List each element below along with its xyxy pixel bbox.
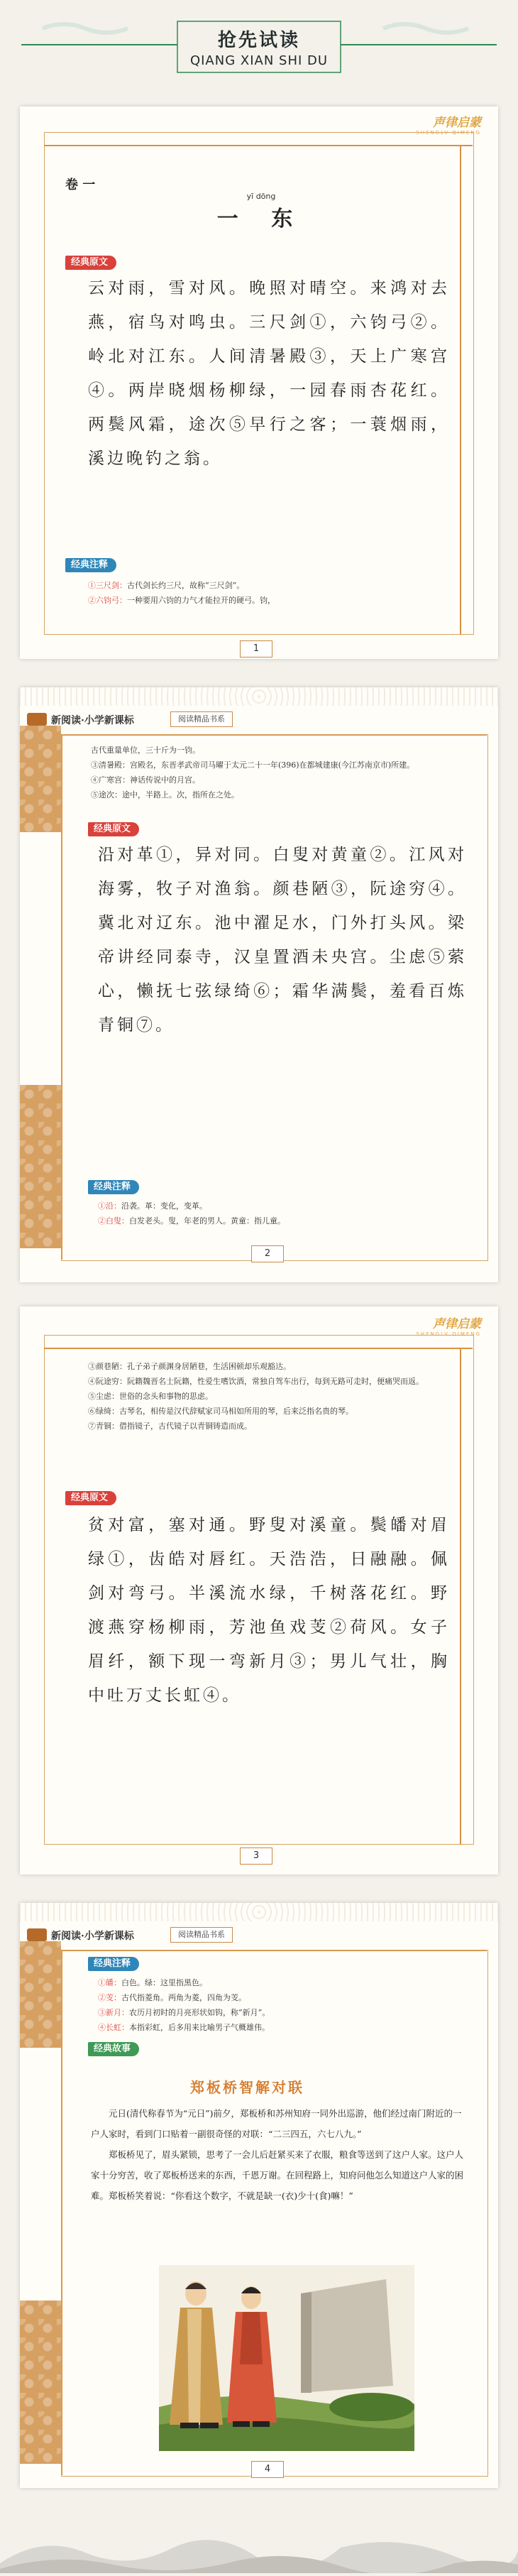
notes-list [98,1199,467,1228]
note-term: ②白叟： [98,1216,129,1226]
series-tag: 阅读精品书系 [170,1927,233,1943]
verse-text: 沿对革①，异对同。白叟对黄童②。江风对海雾，牧子对渔翁。颜巷陋③，阮途穷④。冀北对辽东。池中濯足水，门外打头风。梁帝讲经同泰寺，汉皇置酒未央宫。尘虑⑤萦心，懒抚七弦绿绮⑥；霜华满鬓，羞看百炼青铜⑦。 [98,846,467,1035]
note-item [98,2005,467,2020]
lesson-title [190,192,332,232]
series-title: 新阅读·小学新课标 [51,1931,134,1942]
side-rule [460,1348,461,1845]
page-number: 2 [251,1245,284,1262]
note-term: ②芰： [98,1993,121,2002]
tag-notes: 经典注释 [88,1180,139,1194]
header-pinyin: QIANG XIAN SHI DU [189,53,329,68]
tag-classic-text: 经典原文 [65,1491,116,1505]
story-paragraph: 郑板桥见了，眉头紧锁，思考了一会儿后赶紧买来了衣服，粮食等送到了这户人家。这户人家十分穷苦，收了郑板桥送来的东西，千恩万谢。在回程路上，知府问他怎么知道这户人家的困难。郑板桥笑着说：“你看这个数字，不就是缺一(衣)少十(食)嘛！” [91,2149,464,2201]
note-item [88,578,457,593]
chapter-label: 卷 一 [65,178,96,192]
note-item [98,1199,467,1213]
book-page-3 [20,1306,498,1874]
note-term: ①三尺剑： [88,581,127,590]
side-pattern-top [20,726,61,832]
note-item: ⑥绿绮：古琴名，相传是汉代辞赋家司马相如所用的琴，后来泛指名贵的琴。 [88,1407,353,1416]
book-logo [389,112,481,136]
tag-classic-text: 经典原文 [88,822,139,836]
notes-continued [88,1359,450,1434]
book-page-2 [20,687,498,1282]
note-item: ④广寒宫：神话传说中的月宫。 [91,775,200,785]
series-tag: 阅读精品书系 [170,711,233,727]
note-item [88,593,457,608]
logo-subtitle: SHENGLV QIMENG [416,1331,481,1337]
note-term: ④长虹： [98,2023,129,2032]
top-pattern [20,687,498,706]
logo-title: 声律启蒙 [433,116,481,130]
page-number: 4 [251,2461,284,2478]
side-pattern-top [20,1941,61,2048]
series-title: 新阅读·小学新课标 [51,715,134,726]
top-pattern [20,1903,498,1921]
note-term: ③新月： [98,2008,129,2017]
logo-title: 声律启蒙 [433,1317,481,1331]
logo-subtitle: SHENGLV QIMENG [416,130,481,136]
note-term: ①皤： [98,1978,121,1987]
book-page-1 [20,107,498,659]
book-page-4 [20,1903,498,2488]
note-term: ②六钧弓： [88,596,127,605]
verse-text: 贫对富，塞对通。野叟对溪童。鬓皤对眉绿①，齿皓对唇红。天浩浩，日融融。佩剑对弯弓。半溪流水绿，千树落花红。野渡燕穿杨柳雨，芳池鱼戏芰②荷风。女子眉纤，额下现一弯新月③；男儿气壮，胸中吐万丈长虹④。 [88,1516,450,1705]
header-title: 抢先试读 [217,30,300,51]
note-item [98,1213,467,1228]
side-pattern-bottom [20,2301,61,2464]
note-item: ⑦青铜：借指镜子，古代镜子以青铜铸造而成。 [88,1421,252,1431]
note-text: 古代指菱角。两角为菱，四角为芰。 [121,1993,246,2002]
note-item [98,1975,467,1990]
verse-text: 云对雨，雪对风。晚照对晴空。来鸿对去燕，宿鸟对鸣虫。三尺剑①，六钧弓②。岭北对江东。人间清暑殿③，天上广寒宫④。两岸晓烟杨柳绿，一园春雨杏花红。两鬓风霜，途次⑤早行之客；一蓑烟雨，溪边晚钓之翁。 [88,279,450,468]
side-pattern-bottom [20,1085,61,1248]
note-item: 古代重量单位，三十斤为一钧。 [91,746,200,755]
tag-story: 经典故事 [88,2042,139,2056]
note-item: ③颜巷陋：孔子弟子颜渊身居陋巷，生活困顿却乐观豁达。 [88,1362,291,1371]
note-text: 白发老头。叟，年老的男人。黄童：指儿童。 [129,1216,285,1226]
notes-list [88,578,457,608]
note-text: 白色。绿：这里指黑色。 [121,1978,207,1987]
top-rule [44,1348,473,1349]
story-text [91,2103,467,2206]
note-text: 本指彩虹，后多用来比喻男子气概雄伟。 [129,2023,270,2032]
page-number: 3 [240,1848,272,1865]
story-paragraph: 元日(清代称春节为“元日”)前夕，郑板桥和苏州知府一同外出巡游，他们经过南门附近的一户人家时，看到门口贴着一副很奇怪的对联：“二三四五，六七八九。” [91,2108,462,2139]
top-rule [44,145,473,146]
book-logo [389,1314,481,1337]
note-item: ⑤尘虑：世俗的念头和事物的思虑。 [88,1392,213,1401]
tag-notes: 经典注释 [88,1957,139,1971]
note-item [98,1990,467,2005]
note-text: 农历月初时的月亮形状如钩，称“新月”。 [129,2008,270,2017]
story-title: 郑板桥智解对联 [190,2079,304,2096]
note-item: ⑤途次：途中，半路上。次，指所在之处。 [91,790,239,799]
lesson-title-pinyin: yī dōng [246,192,276,201]
page-number: 1 [240,640,272,657]
tag-classic-text: 经典原文 [65,256,116,270]
note-text: 沿袭。革：变化，变革。 [121,1201,207,1211]
note-item [98,2020,467,2035]
page-header [0,0,518,84]
side-rule [460,145,461,635]
footer-landscape [0,2514,518,2573]
note-term: ①沿： [98,1201,121,1211]
notes-continued [91,743,467,802]
story-illustration [159,2265,414,2451]
notes-list [98,1975,467,2035]
note-text: 一种要用六钧的力气才能拉开的硬弓。钧， [127,596,275,605]
lesson-title-text: 一 东 [216,207,306,231]
note-item: ③清暑殿：宫殿名，东晋孝武帝司马曜于太元二十一年(396)在都城建康(今江苏南京市)所建。 [91,760,415,770]
book-icon [27,1928,47,1941]
note-item: ④阮途穷：阮籍魏晋名士阮籍，性爱生嗜饮酒，常独自驾车出行，每到无路可走时，便痛哭而返。 [88,1377,424,1386]
book-icon [27,713,47,726]
note-text: 古代剑长约三尺，故称“三尺剑”。 [127,581,245,590]
tag-notes: 经典注释 [65,558,116,572]
